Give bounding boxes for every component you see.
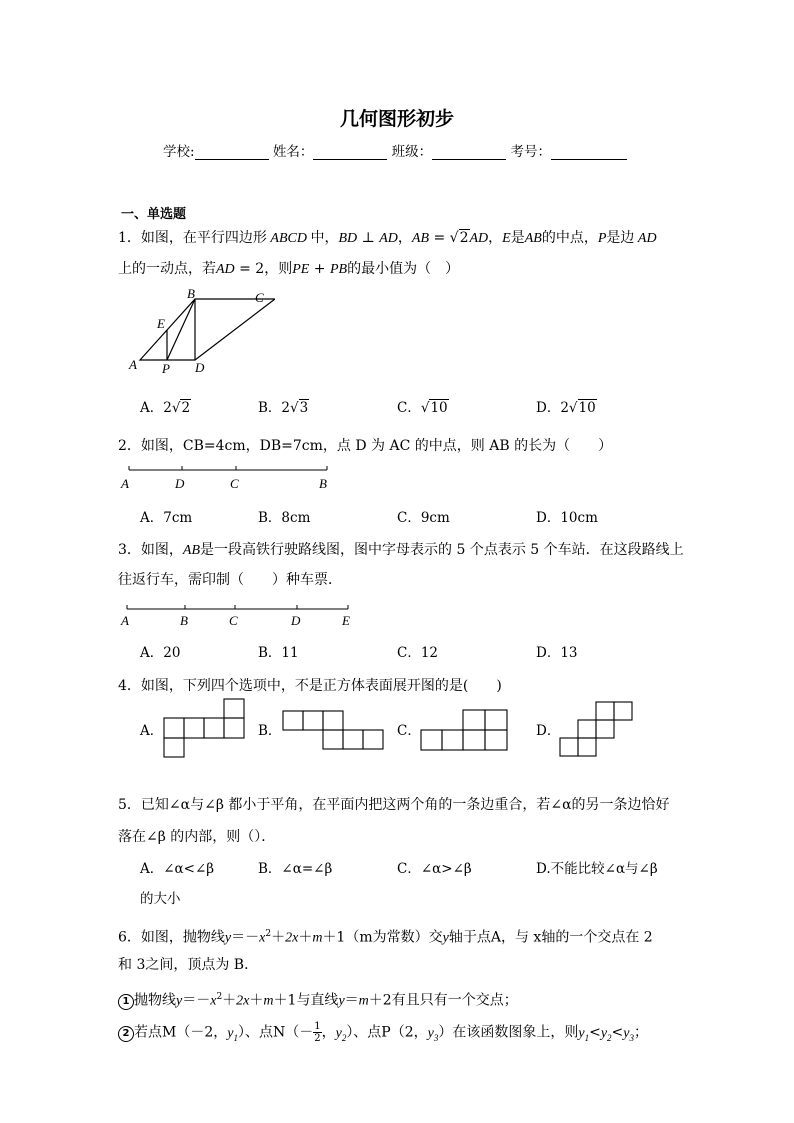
q1-option-b[interactable]: B．2√3 xyxy=(258,400,309,416)
name-label: 姓名： xyxy=(272,144,314,160)
class-label: 班级： xyxy=(391,144,433,160)
q2-option-c[interactable]: C．9cm xyxy=(397,510,450,526)
q4-net-d[interactable] xyxy=(558,701,636,758)
q4-option-a[interactable]: A． xyxy=(140,723,164,739)
q3-route-figure xyxy=(120,601,360,631)
label-A: A xyxy=(129,357,137,372)
svg-text:D: D xyxy=(291,613,301,628)
student-info-line xyxy=(163,140,627,160)
school-label: 学校: xyxy=(163,144,195,160)
q6-statement-2: 2 若点M（－2，$y_1$）、点N（－ $\frac{1}{2}$ ，$y_2$）、点P（2，$y_3$）在该函数图象上，则$y_1<y_2<y_3$； xyxy=(118,1021,648,1046)
name-blank[interactable] xyxy=(313,145,387,160)
circled-two: 2 xyxy=(118,1026,134,1042)
q4-option-b[interactable]: B． xyxy=(258,723,282,739)
q1-option-a[interactable]: A．2√2 xyxy=(140,400,191,416)
id-blank[interactable] xyxy=(551,145,627,160)
q3-option-a[interactable]: A．20 xyxy=(140,645,181,661)
q2-line-segment-figure xyxy=(120,462,335,494)
q5-option-b[interactable]: B．∠α=∠β xyxy=(258,861,333,877)
q4-option-d[interactable]: D． xyxy=(536,723,561,739)
label-E: E xyxy=(157,316,165,331)
svg-text:D: D xyxy=(175,476,185,491)
q5-option-a[interactable]: A．∠α<∠β xyxy=(140,861,215,877)
q4-net-b[interactable] xyxy=(282,710,385,752)
label-B: B xyxy=(187,288,195,301)
class-blank[interactable] xyxy=(432,145,506,160)
q2-option-a[interactable]: A．7cm xyxy=(140,510,193,526)
q5-option-c[interactable]: C．∠α>∠β xyxy=(397,861,472,877)
q1-parallelogram-figure xyxy=(125,288,275,378)
q3-line-2: 往返行车，需印制（ ）种车票． xyxy=(118,572,342,588)
svg-text:A: A xyxy=(121,613,129,628)
label-P: P xyxy=(162,361,170,376)
q3-option-d[interactable]: D．13 xyxy=(536,645,578,661)
q6-line-1: 6．如图，抛物线$y=-x^2+2x+m+1(m$为常数）交y轴于点A，与 x轴的一个交点在 2 xyxy=(118,929,653,946)
q6-statement-1: 1 抛物线$y=-x^2+2x+m+1$与直线y＝m＋2有且只有一个交点； xyxy=(118,988,518,1011)
svg-text:B: B xyxy=(319,476,327,491)
q4-stem: 4．如图，下列四个选项中，不是正方体表面展开图的是( ) xyxy=(118,678,502,694)
q5-option-d[interactable]: D.不能比较∠α与∠β xyxy=(536,861,658,877)
q2-option-d[interactable]: D．10cm xyxy=(536,510,598,526)
q4-net-a[interactable] xyxy=(163,698,249,760)
fraction-half: $\frac{1}{2}$ xyxy=(314,1021,321,1044)
section-heading: 一、单选题 xyxy=(121,207,187,222)
q4-net-c[interactable] xyxy=(420,709,510,752)
q5-line-2: 落在∠β 的内部，则（）． xyxy=(118,829,276,845)
q3-option-c[interactable]: C．12 xyxy=(397,645,439,661)
circled-one: 1 xyxy=(118,994,134,1010)
svg-text:C: C xyxy=(229,613,238,628)
id-label: 考号： xyxy=(510,144,551,160)
q3-option-b[interactable]: B．11 xyxy=(258,645,299,661)
q2-option-b[interactable]: B．8cm xyxy=(258,510,311,526)
svg-text:C: C xyxy=(230,476,239,491)
q1-line-2: 上的一动点，若AD = 2，则PE + PB的最小值为（ ） xyxy=(118,261,460,277)
school-blank[interactable] xyxy=(195,145,269,160)
svg-text:B: B xyxy=(180,613,188,628)
page-title: 几何图形初步 xyxy=(339,108,454,130)
q1-option-c[interactable]: C．√10 xyxy=(397,400,448,416)
q6-line-2: 和 3之间，顶点为 B． xyxy=(118,957,259,973)
q4-option-c[interactable]: C． xyxy=(397,723,421,739)
q2-stem: 2．如图，CB=4cm，DB=7cm，点 D 为 AC 的中点，则 AB 的长为（ ） xyxy=(118,438,613,454)
label-D: D xyxy=(195,360,205,375)
svg-text:A: A xyxy=(121,476,129,491)
q1-line-1: 1．如图，在平行四边形 ABCD 中，BD ⊥ AD，AB = √2AD，E是AB的中点，P是边 AD xyxy=(118,230,657,246)
q1-option-d[interactable]: D．2√10 xyxy=(536,400,596,416)
q5-line-1: 5．已知∠α与∠β 都小于平角，在平面内把这两个角的一条边重合，若∠α的另一条边恰好 xyxy=(118,797,670,813)
label-C: C xyxy=(255,290,264,305)
svg-text:E: E xyxy=(342,613,350,628)
q3-line-1: 3．如图，AB是一段高铁行驶路线图，图中字母表示的 5 个点表示 5 个车站．在这段路线上 xyxy=(118,542,684,558)
q5-option-d-cont: 的大小 xyxy=(140,891,181,907)
